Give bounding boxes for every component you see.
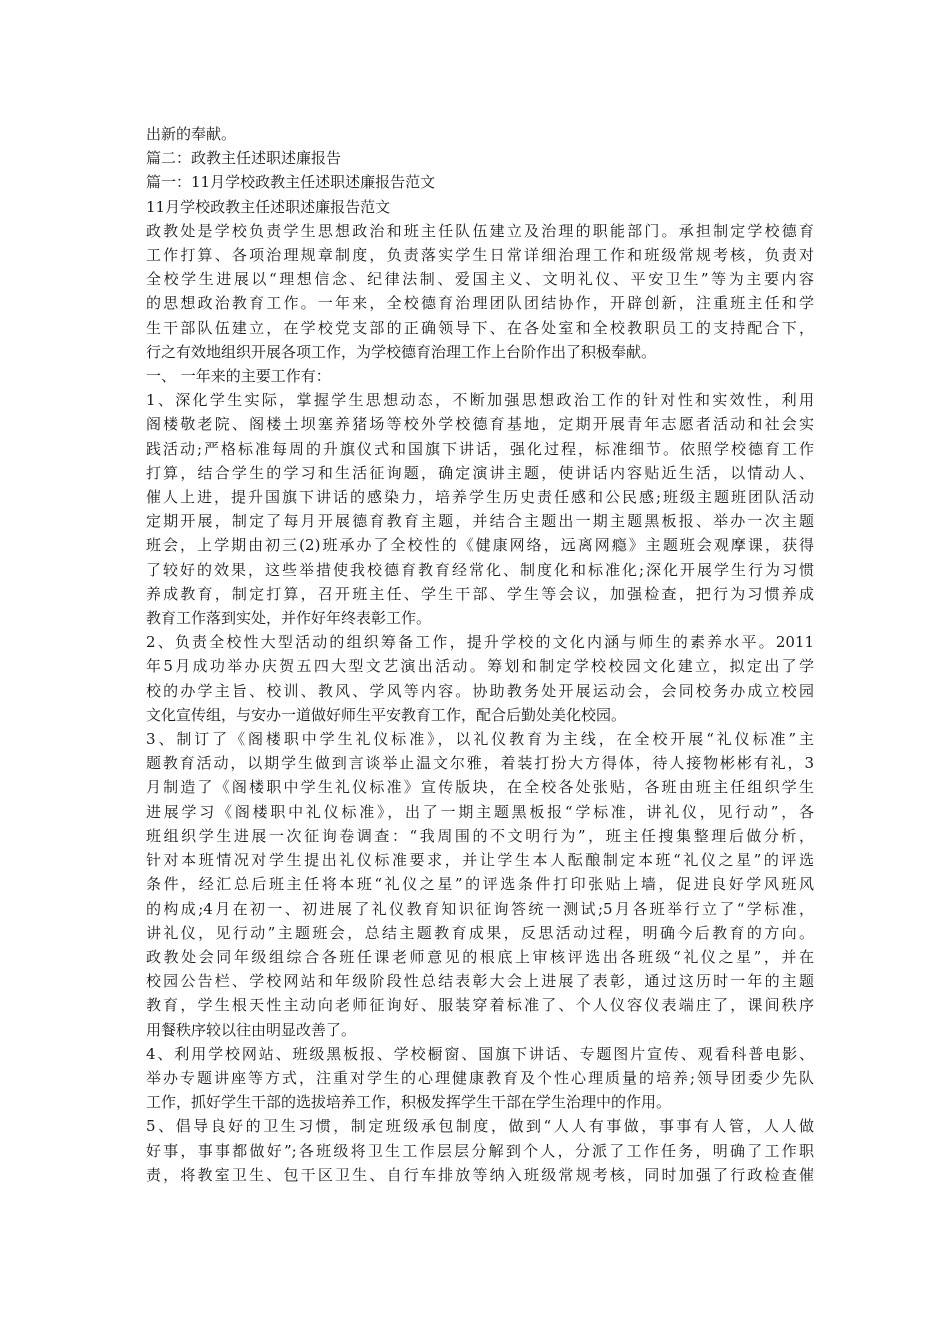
text-line: 好事，事事都做好”;各班级将卫生工作层层分解到个人，分派了工作任务，明确了工作职 [146, 1141, 814, 1160]
text-line: 举办专题讲座等方式，注重对学生的心理健康教育及个性心理质量的培养;领导团委少先队 [146, 1068, 814, 1087]
text-line: 出新的奉献。 [146, 125, 237, 143]
text-line: 教育工作落到实处，并作好年终表彰工作。 [146, 609, 432, 628]
text-line: 全校学生进展以“理想信念、纪律法制、爱国主义、文明礼仪、平安卫生”等为主要内容 [146, 270, 814, 289]
text-line: 工作打算、各项治理规章制度，负责落实学生日常详细治理工作和班级常规考核，负责对 [146, 246, 814, 265]
text-line: 4、利用学校网站、班级黑板报、学校橱窗、国旗下讲话、专题图片宣传、观看科普电影、 [146, 1044, 814, 1063]
text-line: 班会，上学期由初三(2)班承办了全校性的《健康网络，远离网瘾》主题班会观摩课，获得 [146, 536, 814, 555]
text-line: 责，将教室卫生、包干区卫生、自行车排放等纳入班级常规考核，同时加强了行政检查催 [146, 1165, 814, 1184]
text-line: 定期开展，制定了每月开展德育教育主题，并结合主题出一期主题黑板报、举办一次主题 [146, 512, 814, 531]
text-line: 一、 一年来的主要工作有： [146, 367, 331, 386]
text-line: 阁楼敬老院、阁楼土坝塞养猪场等校外学校德育基地，定期开展青年志愿者活动和社会实 [146, 415, 814, 434]
text-line: 打算，结合学生的学习和生活征询题，确定演讲主题，使讲话内容贴近生活，以情动人、 [146, 463, 814, 482]
text-line: 校的办学主旨、校训、教风、学风等内容。协助教务处开展运动会，会同校务办成立校园 [146, 681, 814, 700]
text-line: 篇二：政教主任述职述廉报告 [146, 149, 342, 168]
text-line: 养成教育，制定打算，召开班主任、学生干部、学生等会议，加强检查，把行为习惯养成 [146, 584, 814, 603]
text-line: 针对本班情况对学生提出礼仪标准要求，并让学生本人酝酿制定本班“礼仪之星”的评选 [146, 851, 814, 870]
text-line: 的思想政治教育工作。一年来，全校德育治理团队团结协作，开辟创新，注重班主任和学 [146, 294, 814, 313]
text-line: 班组织学生进展一次征询卷调查：“我周围的不文明行为”，班主任搜集整理后做分析， [146, 826, 814, 845]
text-line: 行之有效地组织开展各项工作，为学校德育治理工作上台阶作出了积极奉献。 [146, 342, 657, 361]
text-line: 篇一：11月学校政教主任述职述廉报告范文 [146, 173, 436, 192]
text-line: 教育，学生根天性主动向老师征询好、服装穿着标准了、个人仪容仪表端庄了，课间秩序 [146, 996, 814, 1015]
text-line: 条件，经汇总后班主任将本班“礼仪之星”的评选条件打印张贴上墙，促进良好学风班风 [146, 875, 814, 894]
text-line: 政教处会同年级组综合各班任课老师意见的根底上审核评选出各班级“礼仪之星”，并在 [146, 947, 814, 966]
text-line: 年5月成功举办庆贺五四大型文艺演出活动。筹划和制定学校校园文化建立，拟定出了学 [146, 657, 814, 676]
text-line: 政教处是学校负责学生思想政治和班主任队伍建立及治理的职能部门。承担制定学校德育 [146, 221, 814, 240]
text-line: 进展学习《阁楼职中礼仪标准》，出了一期主题黑板报“学标准，讲礼仪，见行动”，各 [146, 802, 814, 821]
document-page [146, 122, 814, 1187]
text-line: 文化宣传组，与安办一道做好师生平安教育工作，配合后勤处美化校园。 [146, 705, 627, 724]
text-line: 2、负责全校性大型活动的组织筹备工作，提升学校的文化内涵与师生的素养水平。2011 [146, 633, 814, 652]
text-line: 月制造了《阁楼职中学生礼仪标准》宣传版块，在全校各处张贴，各班由班主任组织学生 [146, 778, 814, 797]
text-line: 了较好的效果，这些举措使我校德育教育经常化、制度化和标准化;深化开展学生行为习惯 [146, 560, 814, 579]
text-line: 11月学校政教主任述职述廉报告范文 [146, 197, 391, 216]
text-line: 催人上进，提升国旗下讲话的感染力，培养学生历史责任感和公民感;班级主题班团队活动 [146, 488, 814, 507]
text-line: 5、倡导良好的卫生习惯，制定班级承包制度，做到“人人有事做，事事有人管，人人做 [146, 1117, 814, 1136]
text-line: 3、制订了《阁楼职中学生礼仪标准》，以礼仪教育为主线，在全校开展“礼仪标准”主 [146, 730, 814, 749]
text-line: 用餐秩序较以往由明显改善了。 [146, 1020, 357, 1039]
text-line: 践活动;严格标准每周的升旗仪式和国旗下讲话，强化过程，标准细节。依照学校德育工作 [146, 439, 814, 458]
text-line: 生干部队伍建立，在学校党支部的正确领导下、在各处室和全校教职员工的支持配合下， [146, 318, 814, 337]
text-line: 校园公告栏、学校网站和年级阶段性总结表彰大会上进展了表彰，通过这历时一年的主题 [146, 972, 814, 991]
text-line: 1、深化学生实际，掌握学生思想动态，不断加强思想政治工作的针对性和实效性，利用 [146, 391, 814, 410]
text-line: 工作，抓好学生干部的选拔培养工作，积极发挥学生干部在学生治理中的作用。 [146, 1093, 672, 1112]
text-line: 题教育活动，以期学生做到言谈举止温文尔雅，着装打扮大方得体，待人接物彬彬有礼，3 [146, 754, 814, 773]
text-line: 的构成;4月在初一、初进展了礼仪教育知识征询答统一测试;5月各班举行立了“学标准， [146, 899, 814, 918]
text-line: 讲礼仪，见行动”主题班会，总结主题教育成果，反思活动过程，明确今后教育的方向。 [146, 923, 814, 942]
